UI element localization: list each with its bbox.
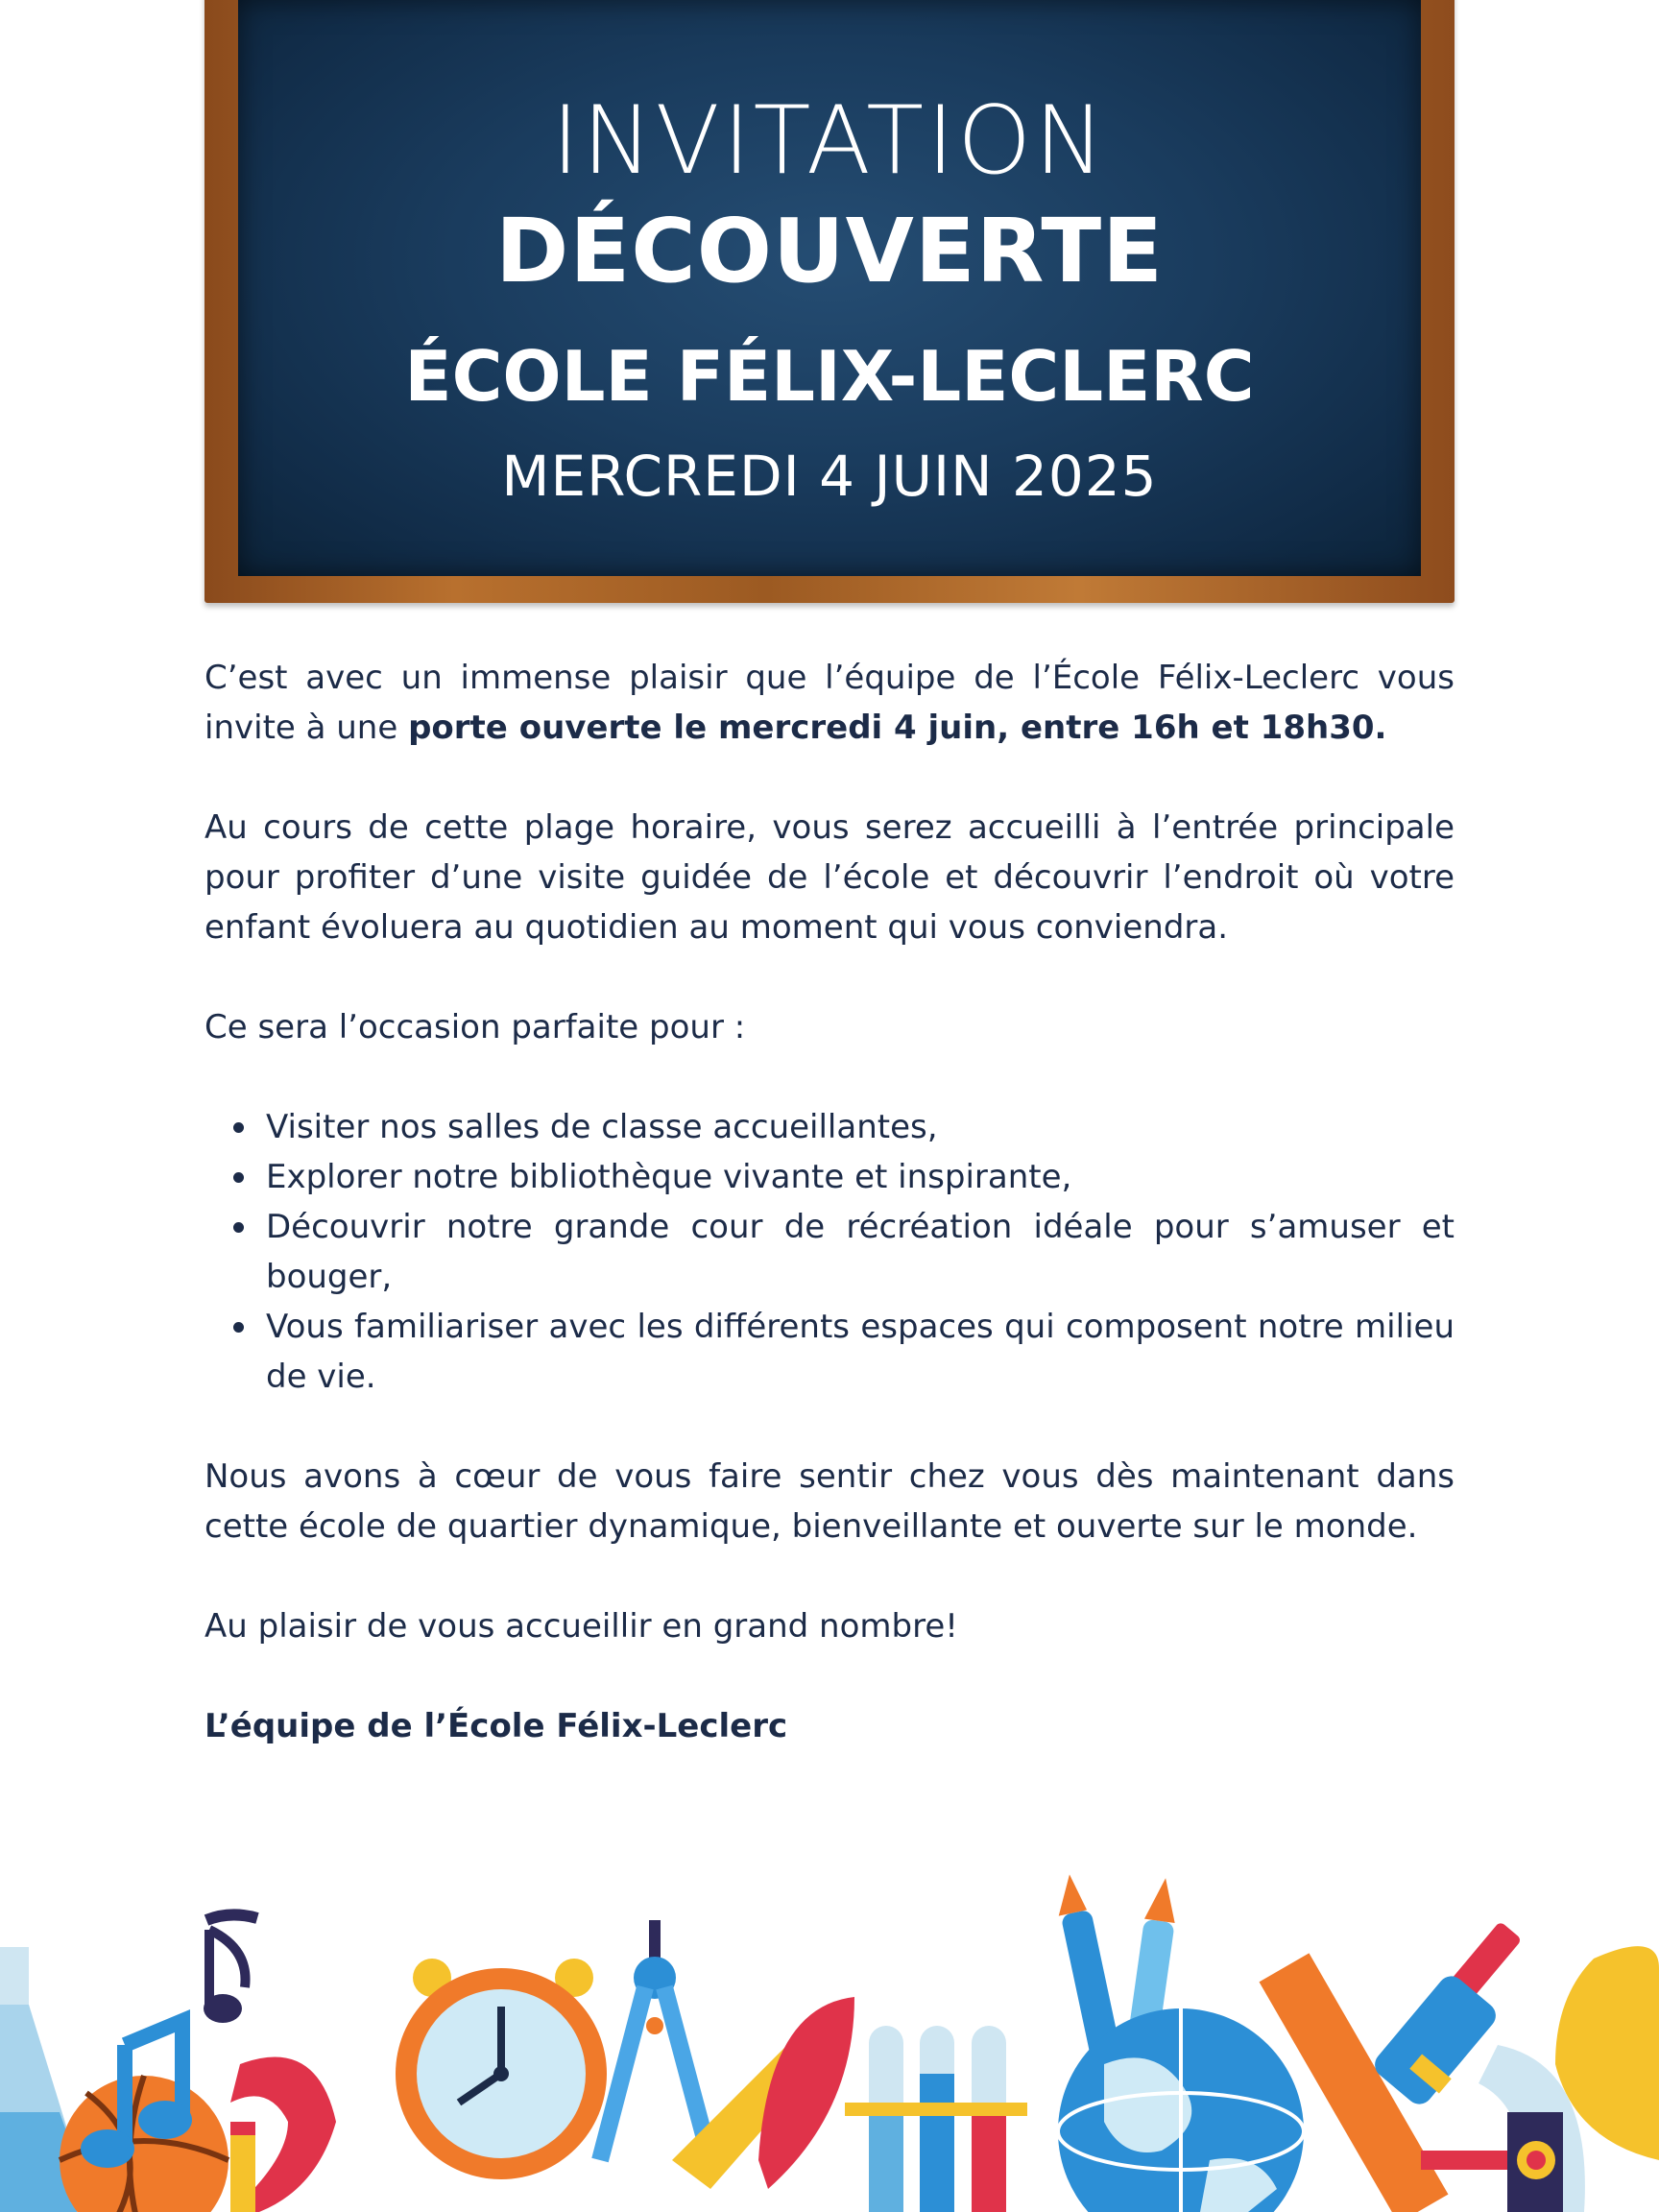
chalkboard bbox=[238, 0, 1421, 576]
list-item: Explorer notre bibliothèque vivante et inspirante, bbox=[204, 1152, 1455, 1202]
title-decouverte: DÉCOUVERTE bbox=[494, 200, 1164, 302]
chalkboard-frame bbox=[204, 0, 1455, 603]
alarm-clock-icon bbox=[396, 1959, 607, 2179]
title-invitation: INVITATION bbox=[551, 86, 1108, 196]
pencil-icon bbox=[230, 2122, 255, 2212]
list-item: Visiter nos salles de classe accueillantes, bbox=[204, 1102, 1455, 1152]
compass-icon bbox=[600, 1920, 710, 2160]
intro-bold: porte ouverte le mercredi 4 juin, entre 16h et 18h30. bbox=[408, 709, 1387, 747]
leaf-icon bbox=[758, 1997, 854, 2189]
welcome-paragraph: Nous avons à cœur de vous faire sentir chez vous dès maintenant dans cette école de quartier dynamique, bienveillante et ouverte sur le monde. bbox=[204, 1457, 1455, 1546]
letter-body bbox=[204, 653, 1455, 1751]
closing-line: Au plaisir de vous accueillir en grand nombre! bbox=[204, 1607, 958, 1646]
test-tubes-icon bbox=[845, 2026, 1027, 2212]
event-date: MERCREDI 4 JUIN 2025 bbox=[501, 444, 1158, 509]
school-name: ÉCOLE FÉLIX-LECLERC bbox=[404, 336, 1255, 417]
visit-paragraph: Au cours de cette plage horaire, vous serez accueilli à l’entrée principale pour profiter d’une visite guidée de l’école et découvrir l’endroit où votre enfant évoluera au quotidien au moment qui vous conviendra. bbox=[204, 808, 1455, 947]
list-intro: Ce sera l’occasion parfaite pour : bbox=[204, 1008, 746, 1046]
intro-text: C’est avec un immense plaisir que l’équipe de l’École Félix-Leclerc vous invite à une bbox=[204, 659, 1455, 747]
school-supplies-illustration bbox=[0, 1872, 1659, 2212]
activity-list bbox=[204, 1102, 1455, 1402]
list-item: Vous familiariser avec les différents espaces qui composent notre milieu de vie. bbox=[204, 1302, 1455, 1402]
list-item: Découvrir notre grande cour de récréation idéale pour s’amuser et bouger, bbox=[204, 1202, 1455, 1302]
signature: L’équipe de l’École Félix-Leclerc bbox=[204, 1707, 788, 1745]
intro-paragraph bbox=[204, 653, 1455, 753]
